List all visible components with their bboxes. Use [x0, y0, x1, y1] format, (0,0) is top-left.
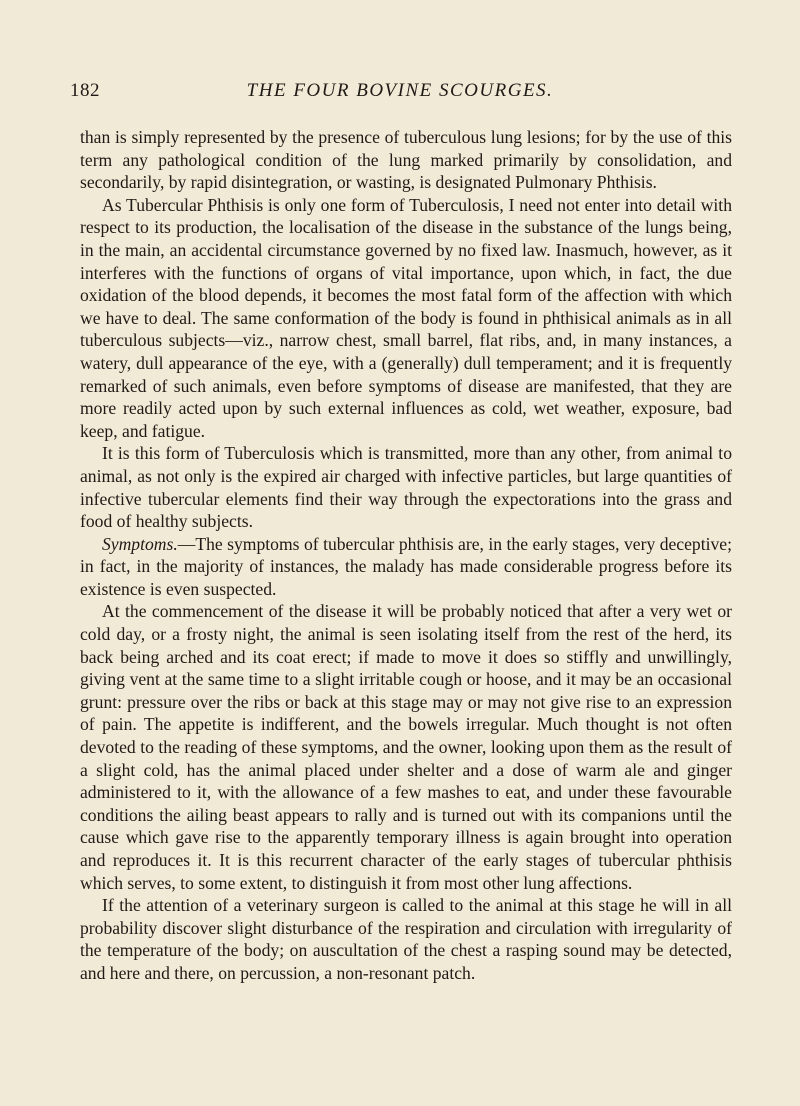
paragraph-veterinary: If the attention of a veterinary surgeon is called to the animal at this stage he will in all probability discover slight disturbance of the respiration and circulation with irregularity of the temperature of the body; on auscultation of the chest a rasping sound may be detected, and here and there, on percussion, a non-resonant patch.: [80, 895, 732, 983]
paragraph-continuation: than is simply represented by the presence of tuberculous lung lesions; for by the use of this term any pathological condition of the lung marked primarily by consolidation, and secondarily, by rapid disintegration, or wasting, is designated Pulmonary Phthisis.: [80, 127, 732, 193]
page-number: 182: [70, 80, 100, 101]
symptoms-heading: Symptoms.: [102, 533, 178, 554]
paragraph-transmission: It is this form of Tuberculosis which is transmitted, more than any other, from animal to animal, as not only is the expired air charged with infective particles, but large quantities of infective tubercular elements find their way through the expectorations into the grass and food of healthy subjects.: [80, 443, 732, 532]
page-header: [70, 80, 730, 110]
paragraph-phthisis-form: As Tubercular Phthisis is only one form of Tuberculosis, I need not enter into detail with respect to its production, the localisation of the disease in the substance of the lungs being, in the main, an accidental circumstance governed by no fixed law. Inasmuch, however, as it interferes with the functions of organs of vital importance, upon which, in fact, the due oxidation of the blood depends, it becomes the most fatal form of the affection with which we have to deal. The same conformation of the body is found in phthisical animals as in all tuberculous subjects—viz., narrow chest, small barrel, flat ribs, and, in many instances, a watery, dull appearance of the eye, with a (generally) dull temperament; and it is frequently remarked of such animals, even before symptoms of disease are manifested, that they are more readily acted upon by such external influences as cold, wet weather, exposure, bad keep, and fatigue.: [80, 194, 732, 441]
paragraph-symptoms: [80, 533, 732, 601]
running-title: THE FOUR BOVINE SCOURGES.: [246, 80, 554, 101]
body-text: [80, 126, 732, 985]
symptoms-text: —The symptoms of tubercular phthisis are, in the early stages, very deceptive; in fact, in the majority of instances, the malady has made considerable progress before its existence is even suspected.: [80, 533, 732, 599]
paragraph-commencement: At the commencement of the disease it will be probably noticed that after a very wet or cold day, or a frosty night, the animal is seen isolating itself from the rest of the herd, its back being arched and its coat erect; if made to move it does so stiffly and unwillingly, giving vent at the same time to a slight irritable cough or hoose, and it may be an occasional grunt: pressure over the ribs or back at this stage may or may not give rise to an expression of pain. The appetite is indifferent, and the bowels irregular. Much thought is not often devoted to the reading of these symptoms, and the owner, looking upon them as the result of a slight cold, has the animal placed under shelter and a dose of warm ale and ginger administered to it, with the allowance of a few mashes to eat, and under these favourable conditions the ailing beast appears to rally and is turned out with its companions until the cause which gave rise to the apparently temporary illness is again brought into operation and reproduces it. It is this recurrent character of the early stages of tubercular phthisis which serves, to some extent, to distinguish it from most other lung affections.: [80, 601, 732, 893]
